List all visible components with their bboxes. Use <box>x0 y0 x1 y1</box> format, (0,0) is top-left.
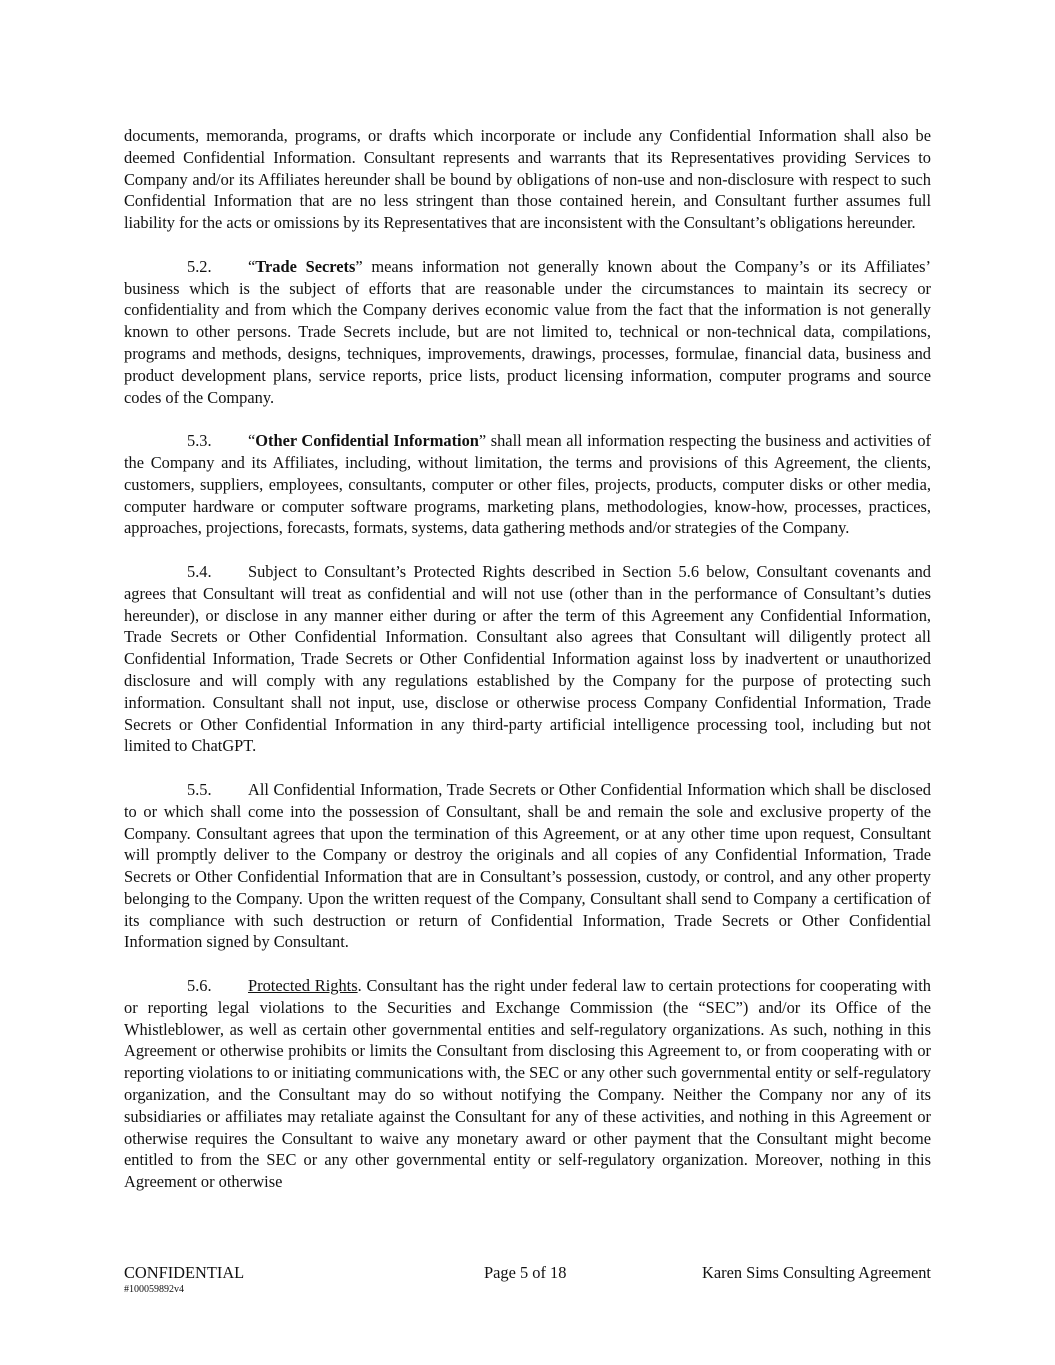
section-number: 5.3. <box>187 431 212 451</box>
footer-confidential-label: CONFIDENTIAL <box>124 1263 245 1282</box>
defined-term: Other Confidential Information <box>255 431 479 451</box>
section-5-6 <box>124 975 931 1193</box>
section-text: . Consultant has the right under federal law to certain protections for cooperating with or reporting legal violations to the Securities and Exchange Commission (the “SEC”) and/or its Office of the Whistleblower, as well as certain other governmental entities and self-regulatory organizations. As such, nothing in this Agreement or otherwise prohibits or limits the Consultant from disclosing this Agreement to, or from cooperating with or reporting violations to or initiating communications with, the SEC or any other such governmental entity or self-regulatory organization, and the Consultant may do so without notifying the Company. Neither the Company nor any of its subsidiaries or affiliates may retaliate against the Consultant for any of these activities, and nothing in this Agreement or otherwise requires the Consultant to waive any monetary award or other payment that the Consultant might become entitled to from the SEC or any other governmental entity or self-regulatory organization. Moreover, nothing in this Agreement or otherwise <box>124 976 932 1192</box>
section-5-4 <box>124 561 931 757</box>
open-quote: “ <box>248 431 256 451</box>
section-number: 5.5. <box>187 779 212 799</box>
section-number: 5.2. <box>187 256 212 276</box>
open-quote: “ <box>248 256 256 276</box>
footer-page-number: Page 5 of 18 <box>484 1263 567 1282</box>
document-body <box>124 125 931 1193</box>
section-5-2 <box>124 256 931 409</box>
section-heading: Protected Rights <box>248 976 358 996</box>
section-5-5 <box>124 779 931 953</box>
section-text: All Confidential Information, Trade Secrets or Other Confidential Information which shall be disclosed to or which shall come into the possession of Consultant, shall be and remain the sole and exclusive property of the Company. Consultant agrees that upon the termination of this Agreement, or at any other time upon request, Consultant will promptly deliver to the Company or destroy the originals and all copies of any Confidential Information, Trade Secrets or Other Confidential Information that are in Consultant’s possession, custody, or control, and any other property belonging to the Company. Upon the written request of the Company, Consultant shall send to Company a certification of its compliance with such destruction or return of Confidential Information, Trade Secrets or Other Confidential Information signed by Consultant. <box>124 779 931 952</box>
page-footer <box>124 1263 931 1295</box>
paragraph-continuation: documents, memoranda, programs, or drafts which incorporate or include any Confidential Information shall also be deemed Confidential Information. Consultant represents and warrants that its Representatives providing Services to Company and/or its Affiliates hereunder shall be bound by obligations of non-use and non-disclosure with respect to such Confidential Information that are no less stringent than those contained herein, and Consultant further assumes full liability for the acts or omissions by its Representatives that are inconsistent with the Consultant’s obligations hereunder. <box>124 126 931 233</box>
footer-document-title: Karen Sims Consulting Agreement <box>702 1263 931 1282</box>
section-number: 5.6. <box>187 976 212 996</box>
section-5-3 <box>124 430 931 539</box>
defined-term: Trade Secrets <box>255 256 356 276</box>
section-text: Subject to Consultant’s Protected Rights described in Section 5.6 below, Consultant covenants and agrees that Consultant will treat as confidential and will not use (other than in the performance of Consultant’s duties hereunder), or disclose in any manner either during or after the term of this Agreement any Confidential Information, Trade Secrets or Other Confidential Information. Consultant also agrees that Consultant will diligently protect all Confidential Information, Trade Secrets or Other Confidential Information against loss by inadvertent or unauthorized disclosure and will comply with any regulations established by the Company for the purpose of protecting such information. Consultant shall not input, use, disclose or otherwise process Company Confidential Information, Trade Secrets or Other Confidential Information in any third-party artificial intelligence processing tool, including but not limited to ChatGPT. <box>124 561 931 756</box>
section-text: ” shall mean all information respecting the business and activities of the Company and its Affiliates, including, without limitation, the terms and provisions of this Agreement, the clients, customers, suppliers, employees, consultants, computer or other files, projects, products, computer disks or other media, computer hardware or computer software programs, marketing plans, methodologies, know-how, processes, practices, approaches, projections, forecasts, formats, systems, data gathering methods and/or strategies of the Company. <box>124 431 931 538</box>
footer-doc-id: #100059892v4 <box>124 1284 184 1295</box>
section-text: ” means information not generally known about the Company’s or its Affiliates’ business which is the subject of efforts that are reasonable under the circumstances to maintain its secrecy or confidentiality and from which the Company derives economic value from the fact that the information is not generally known to other persons. Trade Secrets include, but are not limited to, technical or non-technical data, compilations, programs and methods, designs, techniques, improvements, drawings, processes, formulae, financial data, business and product development plans, service reports, price lists, product licensing information, computer programs and source codes of the Company. <box>124 256 931 407</box>
section-number: 5.4. <box>187 561 212 581</box>
